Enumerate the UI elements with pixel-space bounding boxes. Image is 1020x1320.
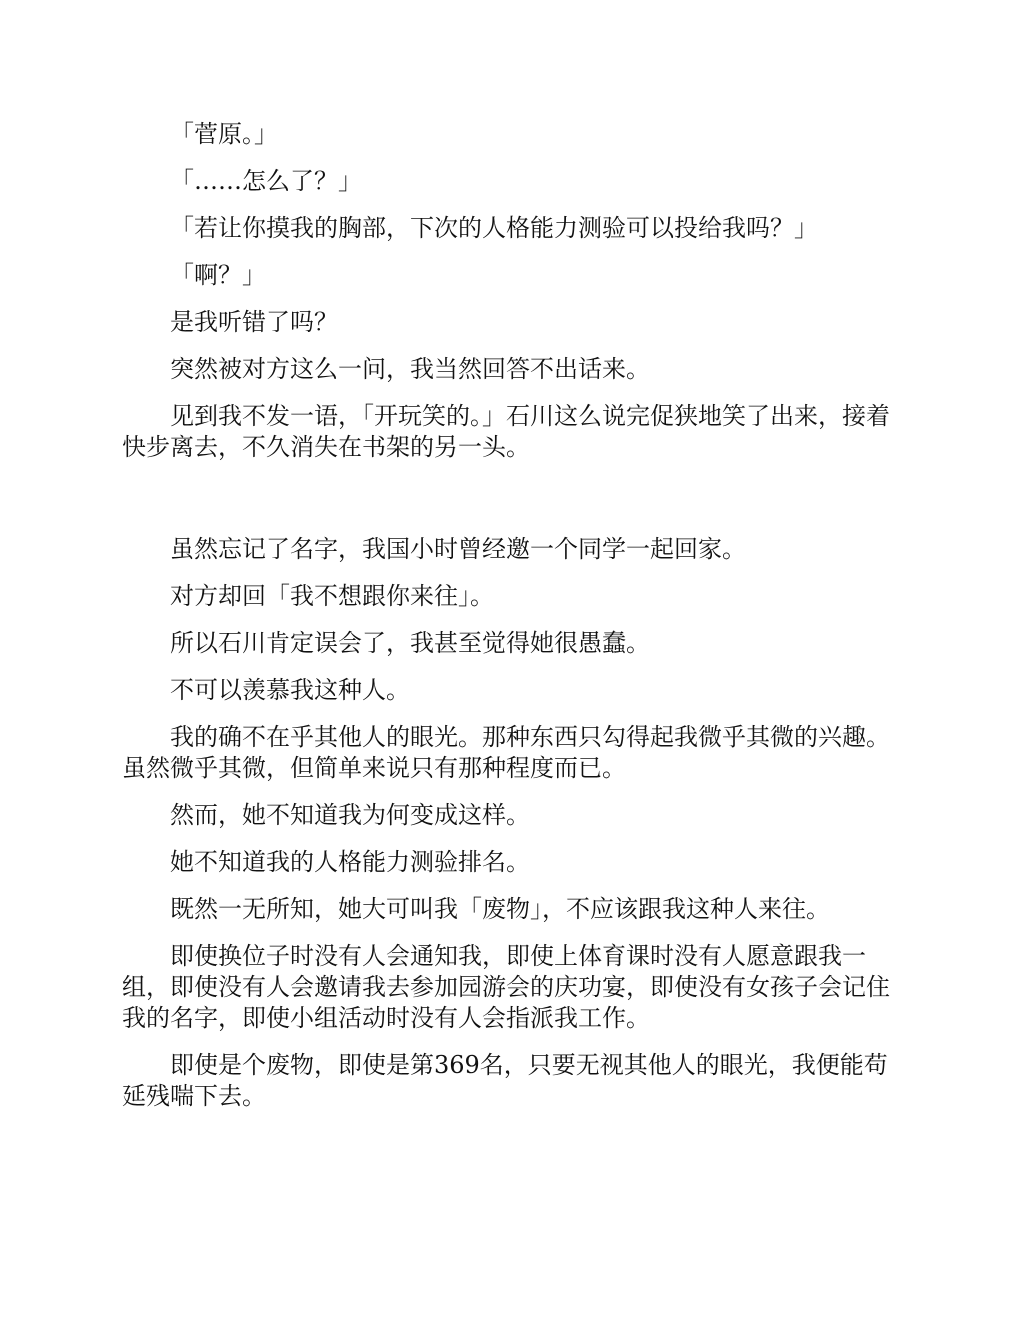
paragraph: 虽然忘记了名字，我国小时曾经邀一个同学一起回家。 <box>170 535 746 563</box>
paragraph: 我的确不在乎其他人的眼光。那种东西只勾得起我微乎其微的兴趣。虽然微乎其微，但简单来说只有那种程度而已。 <box>122 723 890 782</box>
paragraph: 所以石川肯定误会了，我甚至觉得她很愚蠢。 <box>170 629 650 657</box>
section-2 <box>122 534 902 1128</box>
paragraph: 不可以羡慕我这种人。 <box>170 676 410 704</box>
paragraph: 「……怎么了？」 <box>170 167 362 195</box>
paragraph: 她不知道我的人格能力测验排名。 <box>170 848 530 876</box>
paragraph: 即使是个废物，即使是第369名，只要无视其他人的眼光，我便能苟延残喘下去。 <box>122 1051 888 1110</box>
paragraph: 然而，她不知道我为何变成这样。 <box>170 801 530 829</box>
section-1 <box>122 119 902 479</box>
paragraph: 对方却回「我不想跟你来往」。 <box>170 582 494 610</box>
paragraph: 突然被对方这么一问，我当然回答不出话来。 <box>170 355 650 383</box>
paragraph: 见到我不发一语，「开玩笑的。」石川这么说完促狭地笑了出来，接着快步离去，不久消失在书架的另一头。 <box>122 402 890 461</box>
paragraph: 「若让你摸我的胸部，下次的人格能力测验可以投给我吗？」 <box>170 214 818 242</box>
paragraph: 「啊？」 <box>170 261 266 289</box>
paragraph: 「菅原。」 <box>170 120 278 148</box>
paragraph: 是我听错了吗？ <box>170 308 338 336</box>
paragraph: 既然一无所知，她大可叫我「废物」，不应该跟我这种人来往。 <box>170 895 830 923</box>
paragraph: 即使换位子时没有人会通知我，即使上体育课时没有人愿意跟我一组，即使没有人会邀请我去参加园游会的庆功宴，即使没有女孩子会记住我的名字，即使小组活动时没有人会指派我工作。 <box>122 942 890 1032</box>
